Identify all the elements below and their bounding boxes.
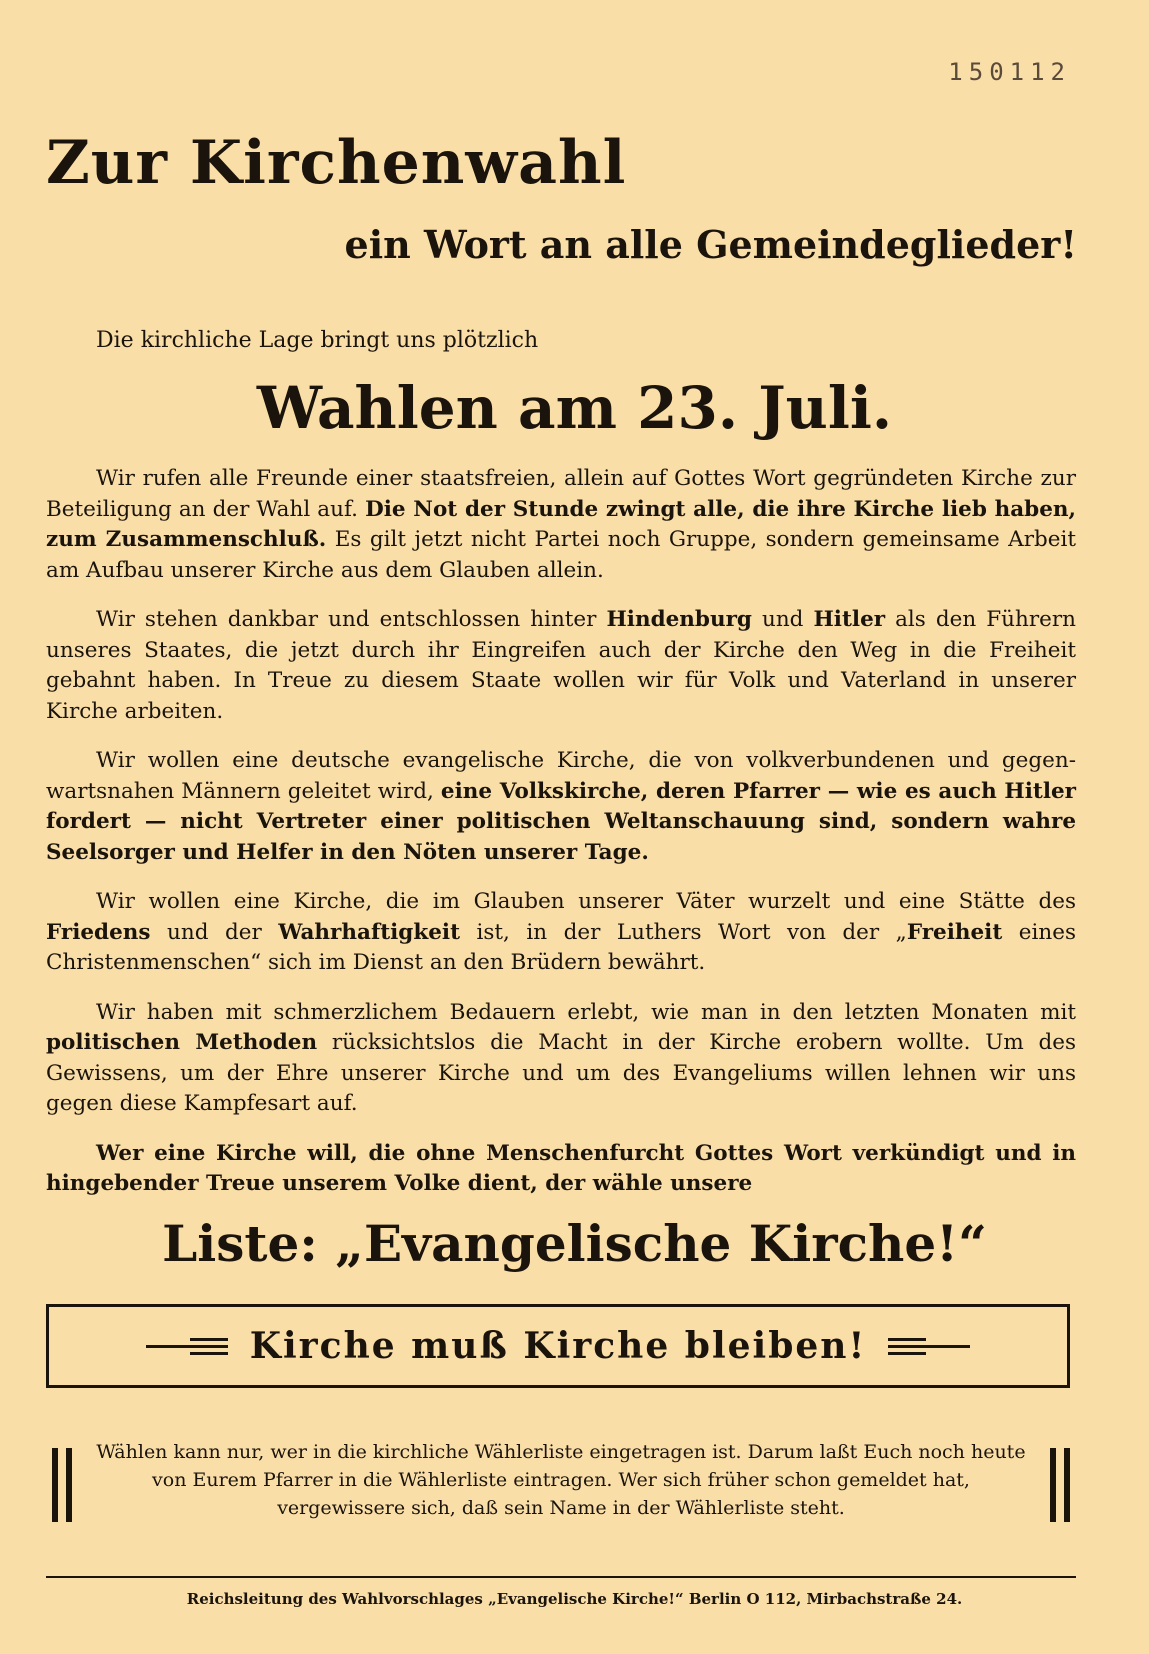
paragraph-4 <box>46 887 1076 979</box>
emphasis-run: Wahrhaftigkeit <box>278 919 461 945</box>
text-run: Wir haben mit schmerzlichem Bedauern erlebt, wie man in den letzten Monaten mit <box>96 999 1076 1025</box>
text-run: Wir rufen alle Freunde einer staatsfreien, allein auf Gottes Wort gegründeten Kirche zur Beteiligung an der Wahl auf. <box>46 466 1076 522</box>
text-run: eines Christenmenschen“ sich im Dienst an den Brüdern bewährt. <box>46 919 1076 975</box>
paragraph-6 <box>46 1139 1076 1200</box>
paragraph-3 <box>46 746 1076 868</box>
emphasis-run: Wer eine Kirche will, die ohne Menschenfurcht Gottes Wort verkündigt und in hingebender Treue unserem Volke dient, der wähle unsere <box>46 1140 1076 1196</box>
text-run: Es gilt jetzt nicht Partei noch Gruppe, sondern gemeinsame Arbeit am Aufbau unserer Kirche aus dem Glauben allein. <box>46 527 1076 583</box>
text-run: ist, in der Luthers Wort von der „ <box>460 919 907 945</box>
right-bars-ornament <box>1050 1448 1070 1522</box>
text-run: rücksichtslos die Macht in der Kirche erobern wollte. Um des Gewissens, um der Ehre unserer Kirche und um des Evangeliums willen lehnen wir uns gegen diese Kampfesart auf. <box>46 1030 1077 1116</box>
text-run: Wir wollen eine Kirche, die im Glauben unserer Väter wurzelt und eine Stätte des <box>96 889 1076 914</box>
text-run: und der <box>150 919 279 945</box>
emphasis-run: Friedens <box>46 919 151 945</box>
right-rule-ornament <box>888 1338 970 1355</box>
footer-divider <box>46 1576 1076 1578</box>
text-run: als den Führern unseres Staates, die jetzt durch ihr Eingreifen auch der Kirche den Weg in die Freiheit gebahnt haben. In Treue zu diesem Staate wollen wir für Volk und Vaterland in unserer Kirche arbeiten. <box>46 607 1076 724</box>
emphasis-run: Hitler <box>813 607 886 632</box>
notice-text: Wählen kann nur, wer in die kirchliche Wählerliste eingetragen ist. Darum laßt Euch noch heute von Eurem Pfarrer in die Wählerliste eintragen. Wer sich früher schon gemeldet hat, vergewissere sich, daß sein Name in der Wählerliste steht. <box>96 1441 1026 1519</box>
slogan-box <box>46 1304 1070 1388</box>
list-name: Liste: „Evangelische Kirche!“ <box>162 1214 987 1273</box>
paragraph-1 <box>46 464 1076 586</box>
page-subtitle: ein Wort an alle Gemeindeglieder! <box>344 222 1077 267</box>
slogan: Kirche muß Kirche bleiben! <box>249 1325 867 1367</box>
archive-number: 150112 <box>948 58 1071 86</box>
emphasis-run: politischen Methoden <box>46 1030 318 1055</box>
intro-line: Die kirchliche Lage bringt uns plötzlich <box>96 328 539 353</box>
left-bars-ornament <box>52 1448 72 1522</box>
headline: Wahlen am 23. Juli. <box>256 374 893 442</box>
text-run: Wir stehen dankbar und entschlossen hinter <box>96 607 607 632</box>
emphasis-run: Freiheit <box>906 919 1003 945</box>
text-run: Wir wollen eine deutsche evangelische Kirche, die von volkverbundenen und gegenwartsnahen Männern geleitet wird, <box>46 748 1076 804</box>
page-title: Zur Kirchenwahl <box>46 128 627 198</box>
paragraph-5 <box>46 998 1076 1120</box>
emphasis-run: eine Volkskirche, deren Pfarrer — wie es auch Hitler fordert — nicht Vertreter einer politischen Weltanschauung sind, sondern wahre Seelsorger und Helfer in den Nöten unserer Tage. <box>46 778 1076 865</box>
emphasis-run: Die Not der Stunde zwingt alle, die ihre Kirche lieb haben, zum Zusammenschluß. <box>46 496 1076 552</box>
left-rule-ornament <box>146 1338 228 1355</box>
footer-imprint: Reichsleitung des Wahlvorschlages „Evangelische Kirche!“ Berlin O 112, Mirbachstraße 24. <box>186 1590 963 1608</box>
body-text <box>46 464 1076 1219</box>
voter-notice <box>46 1438 1076 1522</box>
text-run: und <box>751 607 814 632</box>
emphasis-run: Hindenburg <box>606 607 752 632</box>
paragraph-2 <box>46 605 1076 727</box>
